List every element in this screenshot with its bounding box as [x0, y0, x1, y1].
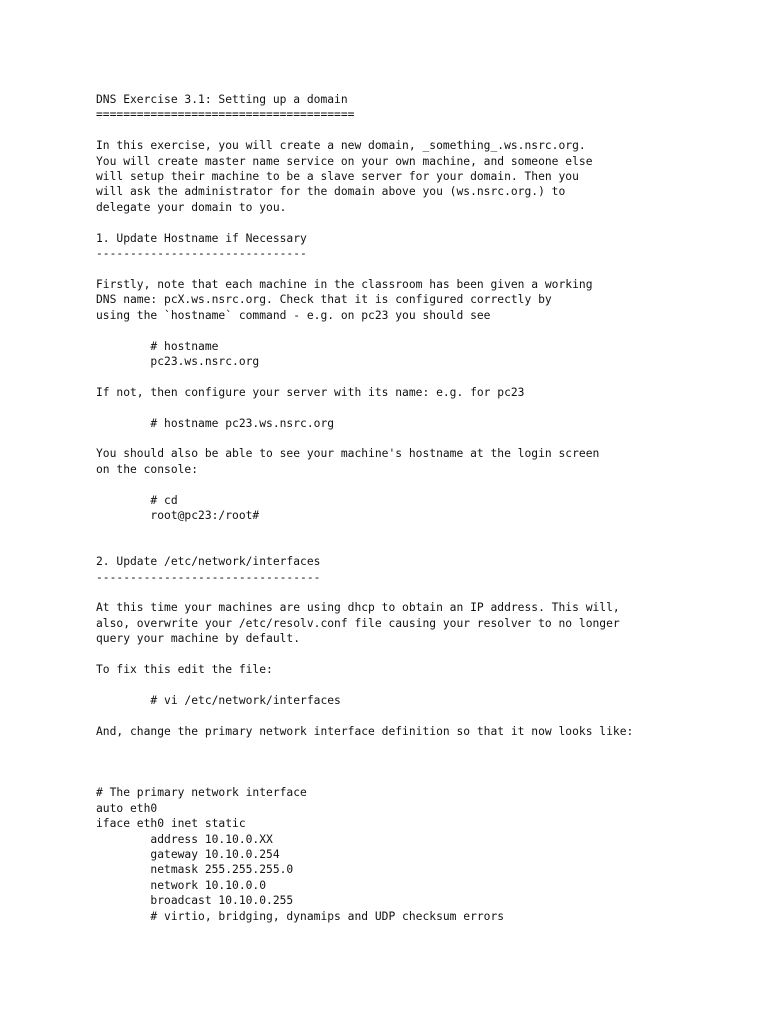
document-line: delegate your domain to you. [96, 200, 287, 214]
document-line: pc23.ws.nsrc.org [96, 354, 260, 368]
document-line: will setup their machine to be a slave server for your domain. Then you [96, 170, 579, 184]
document-line: You will create master name service on your own machine, and someone else [96, 154, 593, 168]
document-page [96, 92, 736, 924]
document-line: # The primary network interface [96, 786, 307, 800]
document-line: address 10.10.0.XX [96, 832, 273, 846]
document-line: In this exercise, you will create a new domain, _something_.ws.nsrc.org. [96, 139, 586, 153]
document-line: ------------------------------- [96, 247, 307, 261]
document-line: 1. Update Hostname if Necessary [96, 231, 307, 245]
document-line: also, overwrite your /etc/resolv.conf file causing your resolver to no longer [96, 616, 620, 630]
document-line: If not, then configure your server with its name: e.g. for pc23 [96, 385, 525, 399]
document-line: # hostname pc23.ws.nsrc.org [96, 416, 335, 430]
document-line: gateway 10.10.0.254 [96, 847, 280, 861]
document-line: iface eth0 inet static [96, 817, 246, 831]
document-text [96, 92, 736, 924]
document-line: will ask the administrator for the domain above you (ws.nsrc.org.) to [96, 185, 566, 199]
document-line: on the console: [96, 462, 199, 476]
document-line: using the `hostname` command - e.g. on pc23 you should see [96, 308, 491, 322]
document-line: broadcast 10.10.0.255 [96, 894, 294, 908]
document-line: 2. Update /etc/network/interfaces [96, 555, 321, 569]
document-line: ====================================== [96, 108, 355, 122]
document-line: DNS name: pcX.ws.nsrc.org. Check that it is configured correctly by [96, 293, 552, 307]
document-line: You should also be able to see your machine's hostname at the login screen [96, 447, 600, 461]
document-line: At this time your machines are using dhcp to obtain an IP address. This will, [96, 601, 620, 615]
document-line: root@pc23:/root# [96, 508, 260, 522]
document-line: --------------------------------- [96, 570, 321, 584]
document-line: # virtio, bridging, dynamips and UDP checksum errors [96, 909, 505, 923]
document-line: # hostname [96, 339, 219, 353]
document-line: And, change the primary network interface definition so that it now looks like: [96, 724, 634, 738]
document-line: network 10.10.0.0 [96, 878, 267, 892]
document-line: Firstly, note that each machine in the classroom has been given a working [96, 277, 593, 291]
document-line: netmask 255.255.255.0 [96, 863, 294, 877]
document-line: # vi /etc/network/interfaces [96, 693, 341, 707]
document-line: auto eth0 [96, 801, 158, 815]
document-line: DNS Exercise 3.1: Setting up a domain [96, 93, 348, 106]
document-line: To fix this edit the file: [96, 663, 273, 677]
document-line: query your machine by default. [96, 632, 301, 646]
document-line: # cd [96, 493, 178, 507]
